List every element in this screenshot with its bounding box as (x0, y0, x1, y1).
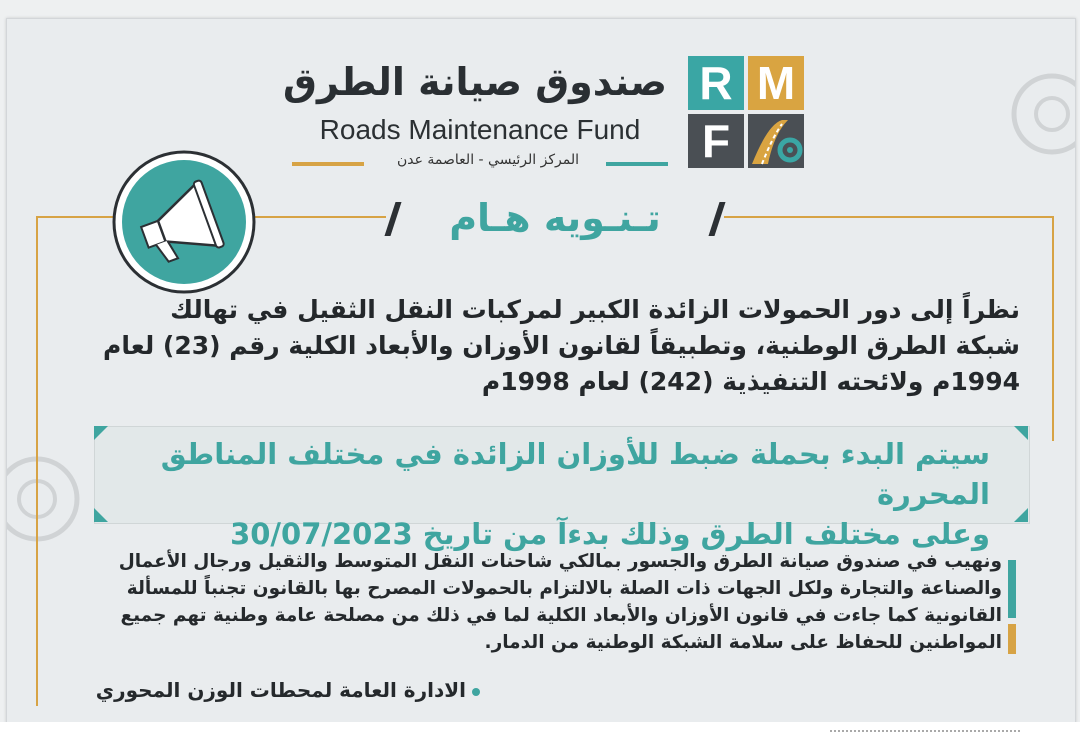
logo-subtitle: المركز الرئيسي - العاصمة عدن (396, 152, 580, 168)
page-title: تـنـويه هـام (449, 196, 661, 240)
announcement-line-2: وعلى مختلف الطرق وذلك بدءآ من تاريخ 30/07/2023 (230, 517, 990, 551)
bullet-icon (472, 688, 480, 696)
announcement-text (110, 434, 990, 554)
box-corner (1014, 426, 1028, 440)
bottom-strip (0, 722, 1080, 738)
megaphone-icon (112, 150, 256, 294)
road-gear-icon (748, 114, 804, 168)
box-corner (94, 508, 108, 522)
logo-underline-teal (606, 162, 668, 166)
signature-line (90, 678, 480, 702)
box-corner (1014, 508, 1028, 522)
box-corner (94, 426, 108, 440)
cut-text-fragment (830, 730, 1020, 736)
background-gear-icon (997, 59, 1076, 169)
logo-title-english: Roads Maintenance Fund (319, 114, 641, 145)
accent-bar-teal (1008, 560, 1016, 618)
frame-line (1052, 216, 1054, 441)
frame-line (36, 216, 38, 706)
logo-tile-r: R (688, 56, 744, 110)
logo-title-arabic: صندوق صيانة الطرق (283, 60, 667, 104)
signature-text: الادارة العامة لمحطات الوزن المحوري (95, 678, 466, 702)
logo-underline-gold (292, 162, 364, 166)
background-gear-icon (6, 439, 97, 559)
intro-paragraph: نظراً إلى دور الحمولات الزائدة الكبير لمركبات النقل الثقيل في تهالك شبكة الطرق الوطنية، وتطبيقاً لقانون الأوزان والأبعاد الكلية رقم (23) لعام 1994م ولائحته التنفيذية (242) لعام 1998م (103, 295, 1020, 396)
announcement-line-1: سيتم البدء بحملة ضبط للأوزان الزائدة في مختلف المناطق المحررة (160, 437, 990, 511)
appeal-paragraph: ونهيب في صندوق صيانة الطرق والجسور بمالكي شاحنات النقل المتوسط والثقيل ورجال الأعمال والصناعة والتجارة ولكل الجهات ذات الصلة بالالتزام بالحمولات المصرح بها بالقانون تجنباً للمسألة القانونية كما جاءت في قانون الأوزان والأبعاد الكلية لما في ذلك من مصلحة عامة وطنية تهم جميع المواطنين للحفاظ على سلامة الشبكة الوطنية من الدمار. (118, 551, 1002, 653)
logo-tile-f: F (688, 114, 744, 168)
accent-bar-gold (1008, 624, 1016, 654)
heading-container (380, 196, 730, 242)
frame-line (724, 216, 1054, 218)
logo-tile-m: M (748, 56, 804, 110)
